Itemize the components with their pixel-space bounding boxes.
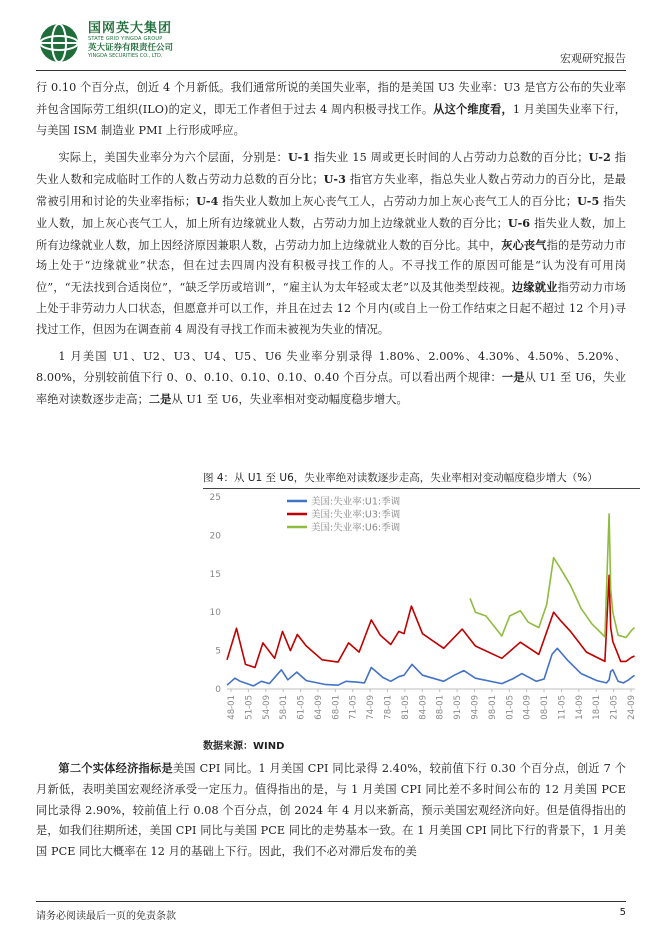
text-run: 指失业人数，加上灰心丧气工人，加上所有边缘就业人数，占劳动力加上边缘就业人数的百分比； <box>36 194 626 230</box>
x-tick-label: 14-09 <box>574 695 585 720</box>
x-tick-label: 71-05 <box>348 695 359 720</box>
bold-text-run: 第二个实体经济指标是 <box>58 761 173 775</box>
main-text-continued <box>36 758 626 863</box>
bold-text-run: 从这个维度看， <box>433 101 513 116</box>
paragraph-3 <box>36 347 626 411</box>
x-tick-label: 94-09 <box>470 695 481 720</box>
text-run: 指失业人数，加上所有边缘就业人数，加上因经济原因兼职人数，占劳动力加上边缘就业人数的百分比。其中， <box>36 216 626 252</box>
y-tick-label: 5 <box>215 646 221 657</box>
logo-text <box>88 22 173 60</box>
y-tick-label: 15 <box>209 569 221 580</box>
x-tick-label: 04-09 <box>522 695 533 720</box>
x-tick-label: 58-01 <box>279 695 290 720</box>
bold-text-run: 边缘就业 <box>511 280 558 295</box>
legend-label-3: 美国:失业率:U6:季调 <box>311 522 401 534</box>
paragraph-4 <box>36 758 626 863</box>
x-tick-label: 91-05 <box>453 695 464 720</box>
y-tick-label: 0 <box>215 685 221 695</box>
x-tick-label: 24-09 <box>627 695 637 720</box>
x-tick-label: 01-05 <box>505 695 516 720</box>
company-name-cn: 英大证券有限责任公司 <box>88 43 174 53</box>
text-run: 1 月美国失业率下行，与美国 ISM 制造业 PMI 上行形成呼应。 <box>36 102 626 137</box>
bold-text-run: U-6 <box>507 215 531 230</box>
bold-text-run: U-4 <box>196 193 219 208</box>
logo-name-cn: 国网英大集团 <box>88 21 173 36</box>
bold-text-run: 二是 <box>148 392 172 407</box>
report-type: 宏观研究报告 <box>560 52 626 65</box>
x-tick-label: 54-09 <box>261 695 272 720</box>
x-tick-label: 64-09 <box>313 695 324 720</box>
text-run: 指失业人数和完成临时工作的人数占劳动力总数的百分比； <box>36 151 626 187</box>
footer-divider <box>36 901 626 902</box>
header-divider <box>36 70 626 71</box>
logo-name-en: STATE GRID YINGDA GROUP <box>88 36 163 42</box>
bold-text-run: 灰心丧气 <box>501 237 547 252</box>
y-tick-label: 25 <box>209 493 221 503</box>
page-number: 5 <box>619 907 626 918</box>
bold-text-run: 一是 <box>501 370 525 385</box>
text-run: 指失业 15 周或更长时间的人占劳动力总数的百分比； <box>310 151 589 165</box>
x-tick-label: 84-09 <box>418 695 429 720</box>
paragraph-1 <box>36 78 626 141</box>
x-tick-label: 78-01 <box>383 695 394 720</box>
legend-label-2: 美国:失业率:U3:季调 <box>311 509 401 521</box>
x-tick-label: 88-01 <box>435 695 446 720</box>
bold-text-run: U-3 <box>323 172 346 187</box>
x-tick-label: 68-01 <box>331 695 342 720</box>
text-run: 指失业人数加上灰心丧气工人，占劳动力加上灰心丧气工人的百分比； <box>218 194 578 208</box>
series-line-1 <box>227 648 635 686</box>
x-tick-label: 48-01 <box>227 695 237 720</box>
main-text <box>36 78 626 411</box>
text-run: 从 U1 至 U6，失业率相对变动幅度稳步增大。 <box>171 393 408 407</box>
company-name-en: YINGDA SECURITIES CO., LTD. <box>88 53 163 59</box>
text-run: 指的是劳动力市场上处于“边缘就业”状态，但在过去四周内没有积极寻找工作的人。不寻找工作的原因可能是“认为没有可用岗位”，“无法找到合适岗位”，“缺乏学历或培训”，“雇主认为太年轻或太老”以及其他类型歧视。 <box>36 238 626 295</box>
text-run: 实际上，美国失业率分为六个层面，分别是： <box>58 151 288 165</box>
text-run: 指官方失业率，指总失业人数占劳动力的百分比，是最常被引用和讨论的失业率指标； <box>36 173 626 208</box>
x-tick-label: 74-09 <box>366 695 377 720</box>
x-tick-label: 18-01 <box>592 695 603 720</box>
figure-source: 数据来源：WIND <box>203 741 285 752</box>
x-tick-label: 08-01 <box>540 695 551 720</box>
page-header <box>36 18 626 70</box>
text-run: 从 U1 至 U6，失业率绝对读数逐步走高； <box>36 371 626 407</box>
x-tick-label: 21-05 <box>609 695 620 720</box>
text-run: 美国 CPI 同比。1 月美国 CPI 同比录得 2.40%，较前值下行 0.30 个百分点，创近 7 个月新低，表明美国宏观经济承受一定压力。值得指出的是，与 1 月美国 CPI 同比差不多时间公布的 12 月美国 PCE 同比录得 2.90%，较前值上行 0.08 个百分点，创 2024 年 4 月以来新高，预示美国宏观经济向好。但是值得指出的是，如我们往期所述，美国 CPI 同比与美国 PCE 同比的走势基本一致。在 1 月美国 CPI 同比下行的背景下，1 月美国 PCE 同比大概率在 12 月的基础上下行。因此，我们不必对滞后发布的美 <box>36 762 626 859</box>
text-run: 1 月美国 U1、U2、U3、U4、U5、U6 失业率分别录得 1.80%、2.00%、4.30%、4.50%、5.20%、8.00%，分别较前值下行 0、0、0.10、0.10、0.10、0.40 个百分点。可以看出两个规律： <box>36 349 626 385</box>
bold-text-run: U-1 <box>287 150 311 165</box>
y-tick-label: 10 <box>209 608 221 619</box>
state-grid-logo-icon <box>38 22 80 64</box>
x-tick-label: 11-05 <box>557 695 568 720</box>
x-tick-label: 98-01 <box>487 695 498 720</box>
y-tick-label: 20 <box>209 531 221 542</box>
x-tick-label: 51-05 <box>244 695 255 720</box>
bold-text-run: U-2 <box>588 150 611 165</box>
text-run: 行 0.10 个百分点，创近 4 个月新低。我们通常所说的美国失业率，指的是美国 U3 失业率：U3 是官方公布的失业率并包含国际劳工组织(ILO)的定义，即无工作者但于过去 4 周内积极寻找工作。 <box>36 81 626 116</box>
x-tick-label: 81-05 <box>400 695 411 720</box>
figure-4 <box>203 471 640 771</box>
series-line-2 <box>227 575 635 667</box>
bold-text-run: U-5 <box>577 193 600 208</box>
footer-disclaimer: 请务必阅读最后一页的免责条款 <box>36 911 176 922</box>
text-run: 指劳动力市场上处于非劳动力人口状态，但愿意并可以工作，并且在过去 12 个月内(或自上一份工作结束之日起不超过 12 个月)寻找过工作，但因为在调查前 4 周没有寻找工作而未被视为失业的情况。 <box>36 281 626 336</box>
legend-label-1: 美国:失业率:U1:季调 <box>311 496 401 508</box>
figure-title: 图 4：从 U1 至 U6，失业率绝对读数逐步走高，失业率相对变动幅度稳步增大（%） <box>203 471 640 489</box>
unemployment-line-chart <box>203 491 640 735</box>
paragraph-2 <box>36 147 626 340</box>
x-tick-label: 61-05 <box>296 695 307 720</box>
